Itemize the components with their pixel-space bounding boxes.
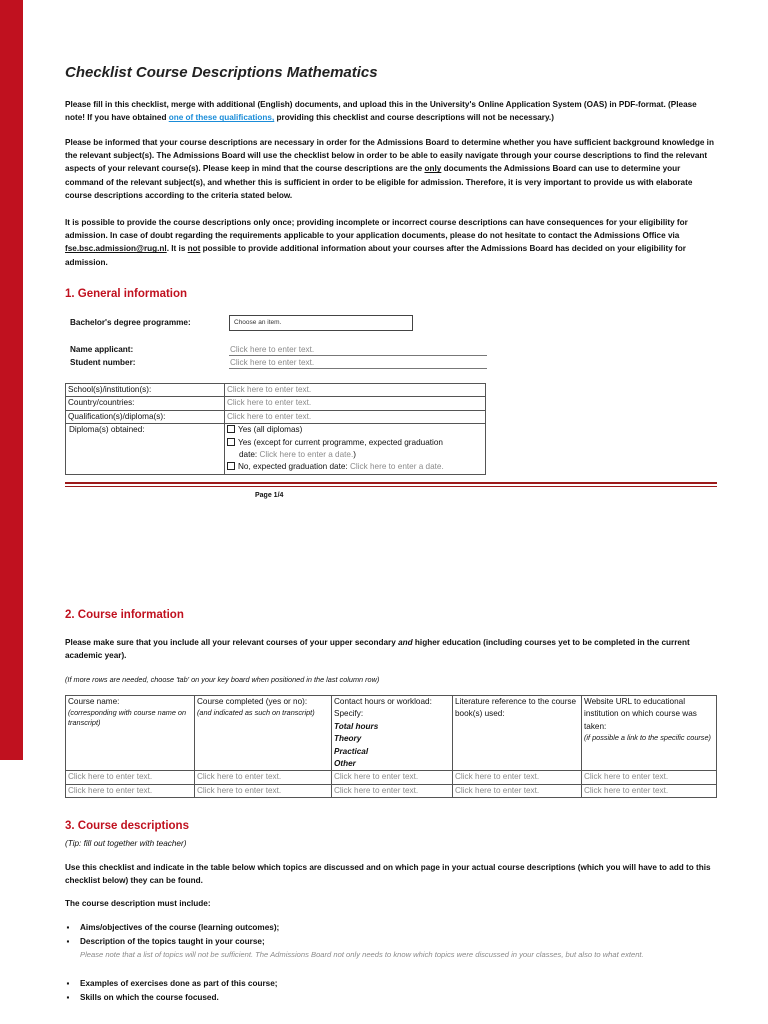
programme-dropdown[interactable]: Choose an item. — [229, 315, 413, 331]
course-completed-cell[interactable]: Click here to enter text. — [195, 784, 332, 797]
name-field[interactable]: Click here to enter text. — [229, 343, 487, 356]
footer-divider-thin — [65, 486, 717, 487]
website-cell[interactable]: Click here to enter text. — [582, 771, 717, 784]
bullet-icon: ▪ — [66, 993, 70, 1002]
header-literature: Literature reference to the course book(s) used: — [453, 696, 582, 771]
page-number: Page 1/4 — [255, 492, 284, 499]
name-label: Name applicant: — [70, 345, 134, 354]
course-name-cell[interactable]: Click here to enter text. — [66, 784, 195, 797]
header-course-completed: Course completed (yes or no): (and indicated as such on transcript) — [195, 696, 332, 771]
course-completed-cell[interactable]: Click here to enter text. — [195, 771, 332, 784]
course-name-cell[interactable]: Click here to enter text. — [66, 771, 195, 784]
checkbox-icon[interactable] — [227, 462, 235, 470]
course-info-table — [65, 695, 717, 798]
bullet-icon: ▪ — [66, 937, 70, 946]
header-website: Website URL to educational institution on which course was taken: (if possible a link to the specific course) — [582, 696, 717, 771]
header-contact-hours: Contact hours or workload: Specify: Total hours Theory Practical Other — [332, 696, 453, 771]
country-label: Country/countries: — [66, 397, 225, 410]
table-row — [66, 771, 717, 784]
checkbox-icon[interactable] — [227, 438, 235, 446]
intro-paragraph-2: Please be informed that your course descriptions are necessary in order for the Admissions Board to determine whether you have sufficient background knowledge in the relevant subject(s). The Admissions Board will use the checklist below in order to be able to easily navigate through your course descriptions to find the relevant aspects of your relevant course(s). Please keep in mind that the course descriptions are the only documents the Admissions Board can use to determine your command of the relevant subject(s), and whether this is sufficient in order to be eligible for admission. Therefore, it is very important to provide us with elaborate course descriptions according to the criteria stated below. — [65, 138, 714, 200]
student-number-label: Student number: — [70, 358, 136, 367]
tip-text: (Tip: fill out together with teacher) — [65, 839, 187, 848]
diploma-option-except[interactable]: Yes (except for current programme, expected graduation — [227, 437, 483, 449]
diploma-option-except-date: date: Click here to enter a date.) — [239, 450, 356, 460]
contact-hours-cell[interactable]: Click here to enter text. — [332, 771, 453, 784]
intro-paragraph-1: Please fill in this checklist, merge with additional (English) documents, and upload this in the University's Online Application System (OAS) in PDF-format. (Please note! If you have obtained one of these qualifications, providing this checklist and course descriptions will not be necessary.) — [65, 100, 697, 123]
bullet-icon: ▪ — [66, 979, 70, 988]
list-item: Aims/objectives of the course (learning outcomes); — [80, 923, 280, 932]
diploma-options — [225, 424, 486, 475]
intro-paragraph-3: It is possible to provide the course descriptions only once; providing incomplete or incorrect course descriptions can have consequences for your eligibility for admission. In case of doubt regarding the requirements applicable to your application documents, please do not hesitate to contact the Admissions Office via fse.bsc.admission@rug.nl. It is not possible to provide additional information about your courses after the Admissions Board has decided on your eligibility for admission. — [65, 218, 688, 267]
left-accent-bar — [0, 0, 23, 760]
list-item: Skills on which the course focused. — [80, 993, 219, 1002]
expected-date-field[interactable]: Click here to enter a date. — [259, 450, 354, 460]
admissions-email-link[interactable]: fse.bsc.admission@rug.nl — [65, 244, 167, 254]
diploma-option-all[interactable]: Yes (all diplomas) — [227, 424, 483, 436]
course-descriptions-paragraph: Use this checklist and indicate in the table below which topics are discussed and on which page in your actual course descriptions (which you will have to add to this checklist below) they can be found. — [65, 863, 711, 886]
list-item: Examples of exercises done as part of this course; — [80, 979, 278, 988]
student-number-field[interactable]: Click here to enter text. — [229, 356, 487, 369]
bullet-note: Please note that a list of topics will not be sufficient. The Admissions Board not only needs to know which topics were discussed in your classes, but also to what extent. — [80, 950, 644, 959]
footer-divider — [65, 482, 717, 484]
must-include-label: The course description must include: — [65, 899, 211, 908]
course-info-paragraph: Please make sure that you include all your relevant courses of your upper secondary and higher education (including courses yet to be completed in the current academic year). — [65, 638, 690, 661]
diploma-option-no[interactable]: No, expected graduation date: Click here to enter a date. — [227, 461, 483, 473]
school-field[interactable]: Click here to enter text. — [225, 384, 486, 397]
programme-label: Bachelor's degree programme: — [70, 318, 191, 327]
qualifications-link[interactable]: one of these qualifications, — [168, 113, 275, 123]
literature-cell[interactable]: Click here to enter text. — [453, 784, 582, 797]
section-heading-course-descriptions: 3. Course descriptions — [65, 820, 189, 832]
country-field[interactable]: Click here to enter text. — [225, 397, 486, 410]
section-heading-course-info: 2. Course information — [65, 609, 184, 621]
literature-cell[interactable]: Click here to enter text. — [453, 771, 582, 784]
diploma-label: Diploma(s) obtained: — [66, 424, 225, 475]
table-row — [66, 784, 717, 797]
graduation-date-field[interactable]: Click here to enter a date. — [349, 462, 444, 472]
qualification-label: Qualification(s)/diploma(s): — [66, 410, 225, 423]
school-label: School(s)/institution(s): — [66, 384, 225, 397]
checkbox-icon[interactable] — [227, 425, 235, 433]
qualification-field[interactable]: Click here to enter text. — [225, 410, 486, 423]
section-heading-general: 1. General information — [65, 288, 188, 300]
list-item: Description of the topics taught in your course; — [80, 937, 265, 946]
course-info-note: (If more rows are needed, choose 'tab' on your key board when positioned in the last column row) — [65, 675, 380, 684]
document-title: Checklist Course Descriptions Mathematics — [65, 64, 378, 81]
bullet-icon: ▪ — [66, 923, 70, 932]
website-cell[interactable]: Click here to enter text. — [582, 784, 717, 797]
general-info-table — [65, 383, 486, 475]
header-course-name: Course name: (corresponding with course name on transcript) — [66, 696, 195, 771]
contact-hours-cell[interactable]: Click here to enter text. — [332, 784, 453, 797]
